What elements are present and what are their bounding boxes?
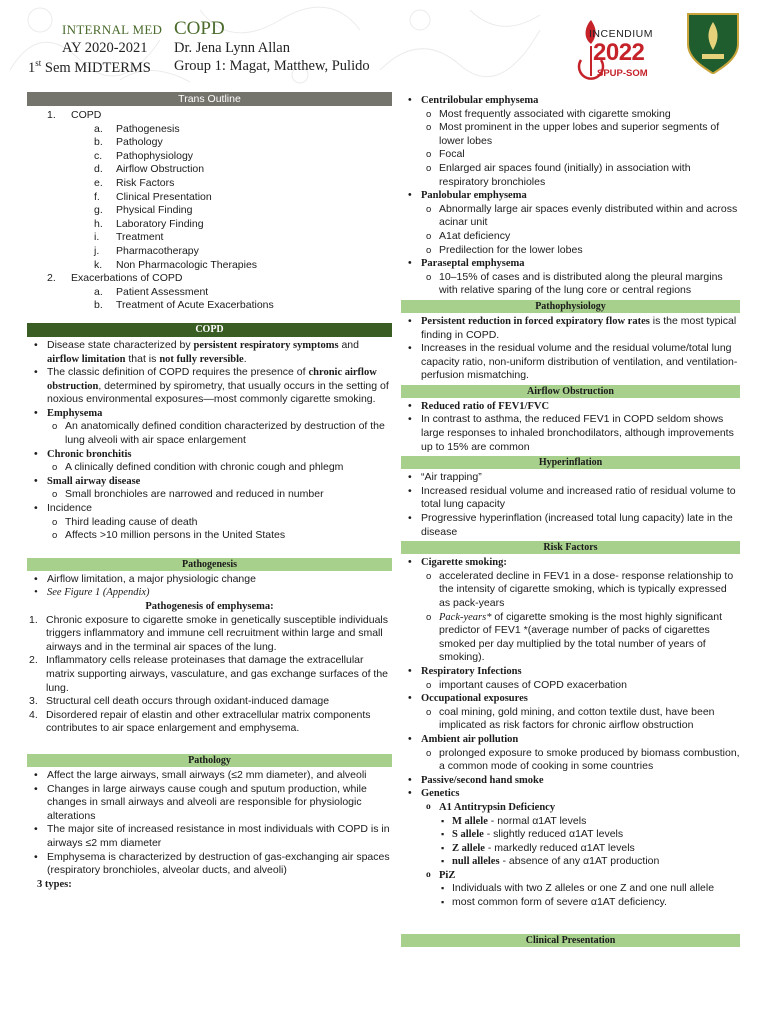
list-item: o Most prominent in the upper lobes and superior segments of lower lobes: [401, 121, 740, 148]
outline-sublabel: Airflow Obstruction: [116, 163, 205, 176]
alleles-sublist: [401, 815, 740, 869]
allele-name: S allele: [452, 829, 484, 841]
list-item: • Respiratory Infections: [401, 665, 740, 679]
list-item: • Genetics: [401, 787, 740, 801]
list-item: o Enlarged air spaces found (initially) in association with respiratory bronchioles: [401, 162, 740, 189]
outline-letter: h.: [94, 217, 103, 230]
list-item: o An anatomically defined condition characterized by destruction of the lung alveoli with air space enlargement: [27, 420, 392, 447]
outline-subitem: [27, 150, 392, 164]
outline-subitem: [27, 163, 392, 177]
outline-subitem: [27, 231, 392, 245]
list-item: • Cigarette smoking:: [401, 556, 740, 570]
list-item: • “Air trapping”: [401, 471, 740, 485]
list-item: • See Figure 1 (Appendix): [27, 586, 392, 600]
allele-item: [401, 815, 740, 829]
list-item: o Most frequently associated with cigarette smoking: [401, 108, 740, 122]
list-item: • In contrast to asthma, the reduced FEV1 in COPD seldom shows large responses to inhaled bronchodilators, although improvements up to 15% are common: [401, 413, 740, 454]
outline-letter: d.: [94, 163, 103, 176]
pathophysiology-list: [401, 315, 740, 383]
list-item: o 10–15% of cases and is distributed along the pleural margins with relative sparing of the lung core or central regions: [401, 271, 740, 298]
panlob-sublist: [401, 203, 740, 257]
parasep-sublist: [401, 271, 740, 298]
school-seal: [684, 10, 742, 76]
step-text: Inflammatory cells release proteinases that damage the extracellular matrix supporting airways, vasculature, and gas exchange surfaces of the lung.: [46, 654, 389, 694]
list-item: • Paraseptal emphysema: [401, 257, 740, 271]
outline-sublabel: Treatment of Acute Exacerbations: [116, 299, 274, 312]
list-item: • Emphysema is characterized by destruction of gas-exchanging air spaces (respiratory bronchioles, alveolar ducts, and alveoli): [27, 851, 392, 878]
step-number: 3.: [29, 695, 38, 708]
logo-year: 2022: [593, 39, 645, 66]
list-item: • The classic definition of COPD requires the presence of chronic airflow obstruction, determined by spirometry, that usually occurs in the setting of noxious environmental exposures—most commonly cigarette smoking.: [27, 366, 392, 407]
allele-item: [401, 842, 740, 856]
section-heading-hyperinflation: Hyperinflation: [401, 456, 740, 469]
outline-letter: f.: [94, 190, 100, 203]
list-item: • Changes in large airways cause cough and sputum production, while changes in small airways and alveoli are responsible for physiologic alterations: [27, 783, 392, 824]
list-item: • Disease state characterized by persistent respiratory symptoms and airflow limitation that is not fully reversible.: [27, 339, 392, 366]
list-item: • Affect the large airways, small airways (≤2 mm diameter), and alveoli: [27, 769, 392, 783]
outline-letter: j.: [94, 244, 100, 257]
outline-sublabel: Non Pharmacologic Therapies: [116, 258, 258, 271]
step-text: Structural cell death occurs through oxidant-induced damage: [46, 695, 330, 708]
section-heading-airflow-obstruction: Airflow Obstruction: [401, 385, 740, 398]
lecturer: Dr. Jena Lynn Allan: [174, 40, 290, 56]
allele-name: M allele: [452, 815, 488, 827]
outline-subitem: [27, 177, 392, 191]
group-members: Group 1: Magat, Matthew, Pulido: [174, 58, 370, 74]
step-number: 4.: [29, 708, 38, 721]
emphysema-types-list: [401, 94, 740, 298]
pathogenesis-step: [27, 614, 392, 655]
pathogenesis-step: [27, 654, 392, 695]
outline-letter: a.: [94, 122, 103, 135]
outline-letter: i.: [94, 231, 100, 244]
outline-subitem: [27, 299, 392, 313]
outline-subitem: [27, 123, 392, 137]
outline-label: COPD: [71, 109, 102, 121]
logo-name: INCENDIUM: [589, 28, 653, 40]
list-item: • The major site of increased resistance in most individuals with COPD is in airways ≤2 mm diameter: [27, 823, 392, 850]
outline-subitem: [27, 204, 392, 218]
list-item: o A1 Antitrypsin Deficiency: [401, 801, 740, 815]
list-item: o coal mining, gold mining, and cotton textile dust, have been implicated as risk factors for chronic airflow obstruction: [401, 706, 740, 733]
list-item: • Ambient air pollution: [401, 733, 740, 747]
list-item: • Incidence: [27, 502, 392, 516]
section-heading-clinical-presentation: Clinical Presentation: [401, 934, 740, 947]
step-number: 1.: [29, 613, 38, 626]
allele-desc: - slightly reduced α1AT levels: [483, 828, 624, 841]
outline-number: 1.: [47, 109, 56, 121]
department-label: INTERNAL MED: [62, 22, 163, 37]
centri-sublist: [401, 108, 740, 190]
allele-item: [401, 855, 740, 869]
incendium-logo: [575, 18, 675, 88]
outline-subitem: [27, 218, 392, 232]
academic-year: AY 2020-2021: [62, 40, 148, 56]
list-item: o important causes of COPD exacerbation: [401, 679, 740, 693]
outline-sublabel: Clinical Presentation: [116, 190, 212, 203]
list-item: o prolonged exposure to smoke produced by biomass combustion, a common mode of cooking in some countries: [401, 747, 740, 774]
list-item: o A1at deficiency: [401, 230, 740, 244]
section-heading-copd: COPD: [27, 323, 392, 337]
list-item: • Progressive hyperinflation (increased total lung capacity) late in the disease: [401, 512, 740, 539]
page-header: [0, 0, 768, 88]
list-item: o Predilection for the lower lobes: [401, 244, 740, 258]
list-item: • Small airway disease: [27, 475, 392, 489]
list-item: • Passive/second hand smoke: [401, 774, 740, 788]
left-column: [27, 92, 392, 891]
list-item: o A clinically defined condition with chronic cough and phlegm: [27, 461, 392, 475]
outline-label: Exacerbations of COPD: [71, 272, 183, 285]
outline-subitem: [27, 286, 392, 300]
outline-subitem: [27, 136, 392, 150]
outline-sublabel: Pathogenesis: [116, 122, 180, 135]
outline-sublabel: Pathophysiology: [116, 149, 194, 162]
allele-desc: - normal α1AT levels: [487, 814, 587, 827]
pathology-list: [27, 769, 392, 878]
outline-letter: c.: [94, 149, 103, 162]
list-item: • Emphysema: [27, 407, 392, 421]
list-item: o Small bronchioles are narrowed and reduced in number: [27, 488, 392, 502]
airflow-list: [401, 400, 740, 454]
list-item: o Third leading cause of death: [27, 516, 392, 530]
semester: 1st Sem MIDTERMS: [28, 58, 151, 76]
outline-letter: a.: [94, 285, 103, 298]
section-heading-pathogenesis: Pathogenesis: [27, 558, 392, 571]
allele-desc: - markedly reduced α1AT levels: [484, 841, 635, 854]
outline-sublabel: Pathology: [116, 136, 163, 149]
outline-sublabel: Risk Factors: [116, 176, 175, 189]
outline-subitem: [27, 245, 392, 259]
list-item: • Persistent reduction in forced expiratory flow rates is the most typical finding in COPD.: [401, 315, 740, 342]
outline-sublabel: Treatment: [116, 231, 164, 244]
list-item: • Panlobular emphysema: [401, 189, 740, 203]
logo-school: SPUP-SOM: [597, 68, 648, 79]
list-item: • Reduced ratio of FEV1/FVC: [401, 400, 740, 414]
list-item: • Increases in the residual volume and the residual volume/total lung capacity ratio, non-uniform distribution of ventilation, and ventilation-perfusion mismatching.: [401, 342, 740, 383]
types-label: 3 types:: [37, 878, 72, 890]
list-item: o Abnormally large air spaces evenly distributed within and across acinar unit: [401, 203, 740, 230]
outline-sublabel: Physical Finding: [116, 204, 193, 217]
list-item: o accelerated decline in FEV1 in a dose- response relationship to the intensity of cigarette smoking, which is typically expressed as pack-years: [401, 570, 740, 611]
list-item: • Increased residual volume and increased ratio of residual volume to total lung capacity: [401, 485, 740, 512]
piz-sublist: [401, 882, 740, 909]
pathogenesis-step: [27, 695, 392, 709]
outline-item: [27, 109, 392, 123]
step-text: Disordered repair of elastin and other extracellular matrix components contributes to air space enlargement and emphysema.: [46, 708, 371, 735]
pathogenesis-list: [27, 573, 392, 600]
list-item: • Occupational exposures: [401, 692, 740, 706]
right-column: [401, 94, 740, 949]
list-item: o Affects >10 million persons in the United States: [27, 529, 392, 543]
section-heading-pathology: Pathology: [27, 754, 392, 767]
outline-sublabel: Laboratory Finding: [116, 217, 204, 230]
outline-heading: Trans Outline: [27, 92, 392, 106]
list-item: • Chronic bronchitis: [27, 448, 392, 462]
list-item: o PiZ: [401, 869, 740, 883]
list-item: ▪ most common form of severe α1AT deficiency.: [401, 896, 740, 910]
outline-item: [27, 272, 392, 286]
page-title: COPD: [174, 18, 225, 39]
section-heading-pathophysiology: Pathophysiology: [401, 300, 740, 313]
outline-number: 2.: [47, 272, 56, 285]
pathogenesis-steps: [27, 614, 392, 736]
outline-letter: k.: [94, 258, 103, 271]
step-number: 2.: [29, 654, 38, 667]
outline-letter: e.: [94, 176, 103, 189]
allele-name: Z allele: [452, 842, 485, 854]
step-text: Chronic exposure to cigarette smoke in genetically susceptible individuals triggers inflammatory and immune cell recruitment within large and small airways and in the terminal air spaces of the lung.: [46, 613, 389, 653]
list-item: ▪ Individuals with two Z alleles or one Z and one null allele: [401, 882, 740, 896]
allele-desc: - absence of any α1AT production: [499, 855, 660, 868]
allele-name: null alleles: [452, 856, 500, 868]
outline-sublabel: Pharmacotherapy: [116, 244, 199, 257]
list-item: o Focal: [401, 148, 740, 162]
allele-item: [401, 828, 740, 842]
hyperinflation-list: [401, 471, 740, 539]
list-item: • Airflow limitation, a major physiologic change: [27, 573, 392, 587]
section-heading-risk-factors: Risk Factors: [401, 541, 740, 554]
outline-subitem: [27, 259, 392, 273]
subheading-emphysema: Pathogenesis of emphysema:: [145, 601, 274, 612]
list-item: • Centrilobular emphysema: [401, 94, 740, 108]
outline-letter: g.: [94, 204, 103, 217]
risk-factors-list: [401, 556, 740, 909]
outline-sublabel: Patient Assessment: [116, 285, 209, 298]
outline-subitem: [27, 191, 392, 205]
outline-list: [27, 109, 392, 313]
list-item: o Pack-years* of cigarette smoking is the most highly significant predictor of FEV1 *(average number of packs of cigarettes smoked per day multiplied by the total number of years of smoking).: [401, 611, 740, 665]
outline-letter: b.: [94, 136, 103, 149]
copd-list: [27, 339, 392, 543]
outline-letter: b.: [94, 299, 103, 312]
pathogenesis-step: [27, 709, 392, 736]
